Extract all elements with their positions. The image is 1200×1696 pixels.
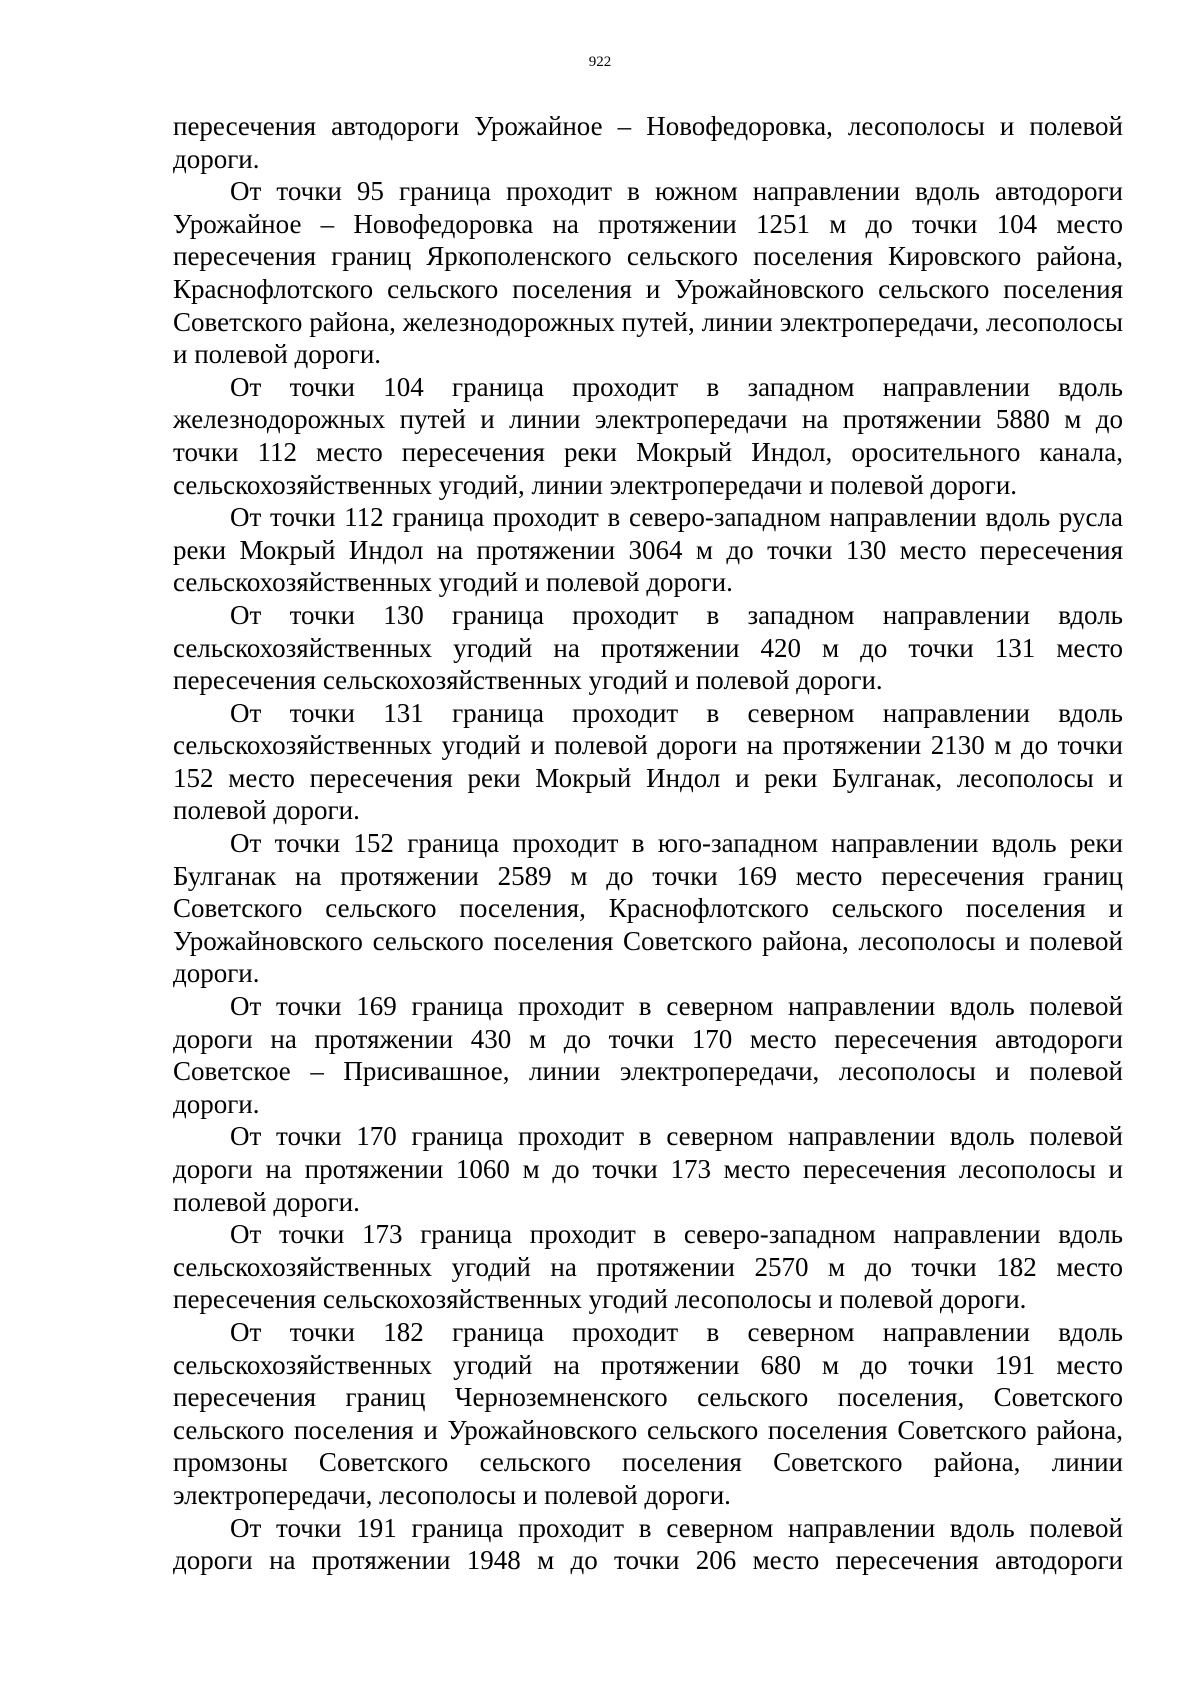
paragraph: От точки 191 граница проходит в северном направлении вдоль полевой дороги на протяжении 1948 м до точки 206 место пересечения автодороги bbox=[173, 1512, 1123, 1576]
paragraph: От точки 173 граница проходит в северо-западном направлении вдоль сельскохозяйственных угодий на протяжении 2570 м до точки 182 место пересечения сельскохозяйственных угодий лесополосы и полевой дороги. bbox=[173, 1219, 1123, 1315]
paragraph: пересечения автодороги Урожайное – Новофедоровка, лесополосы и полевой дороги. bbox=[173, 111, 1123, 174]
paragraph: От точки 170 граница проходит в северном направлении вдоль полевой дороги на протяжении 1060 м до точки 173 место пересечения лесополосы и полевой дороги. bbox=[173, 1121, 1123, 1217]
paragraph: От точки 131 граница проходит в северном направлении вдоль сельскохозяйственных угодий и полевой дороги на протяжении 2130 м до точки 152 место пересечения реки Мокрый Индол и реки Булганак, лесополосы и полевой дороги. bbox=[173, 697, 1123, 826]
paragraph: От точки 95 граница проходит в южном направлении вдоль автодороги Урожайное – Новофедоровка на протяжении 1251 м до точки 104 место пересечения границ Яркополенского сельского поселения Кировского района, Краснофлотского сельского поселения и Урожайновского сельского поселения Советского района, железнодорожных путей, линии электропередачи, лесополосы и полевой дороги. bbox=[173, 176, 1123, 370]
paragraph: От точки 152 граница проходит в юго-западном направлении вдоль реки Булганак на протяжении 2589 м до точки 169 место пересечения границ Советского сельского поселения, Краснофлотского сельского поселения и Урожайновского сельского поселения Советского района, лесополосы и полевой дороги. bbox=[173, 828, 1123, 989]
page-number: 922 bbox=[588, 54, 612, 70]
document-body bbox=[173, 110, 1123, 1577]
paragraph: От точки 130 граница проходит в западном направлении вдоль сельскохозяйственных угодий на протяжении 420 м до точки 131 место пересечения сельскохозяйственных угодий и полевой дороги. bbox=[173, 599, 1123, 696]
paragraph: От точки 182 граница проходит в северном направлении вдоль сельскохозяйственных угодий на протяжении 680 м до точки 191 место пересечения границ Черноземненского сельского поселения, Советского сельского поселения и Урожайновского сельского поселения Советского района, промзоны Советского сельского поселения Советского района, линии электропередачи, лесополосы и полевой дороги. bbox=[173, 1316, 1123, 1510]
paragraph: От точки 112 граница проходит в северо-западном направлении вдоль русла реки Мокрый Индол на протяжении 3064 м до точки 130 место пересечения сельскохозяйственных угодий и полевой дороги. bbox=[173, 502, 1123, 598]
paragraph: От точки 104 граница проходит в западном направлении вдоль железнодорожных путей и линии электропередачи на протяжении 5880 м до точки 112 место пересечения реки Мокрый Индол, оросительного канала, сельскохозяйственных угодий, линии электропередачи и полевой дороги. bbox=[173, 371, 1123, 500]
paragraph: От точки 169 граница проходит в северном направлении вдоль полевой дороги на протяжении 430 м до точки 170 место пересечения автодороги Советское – Присивашное, линии электропередачи, лесополосы и полевой дороги. bbox=[173, 991, 1123, 1119]
